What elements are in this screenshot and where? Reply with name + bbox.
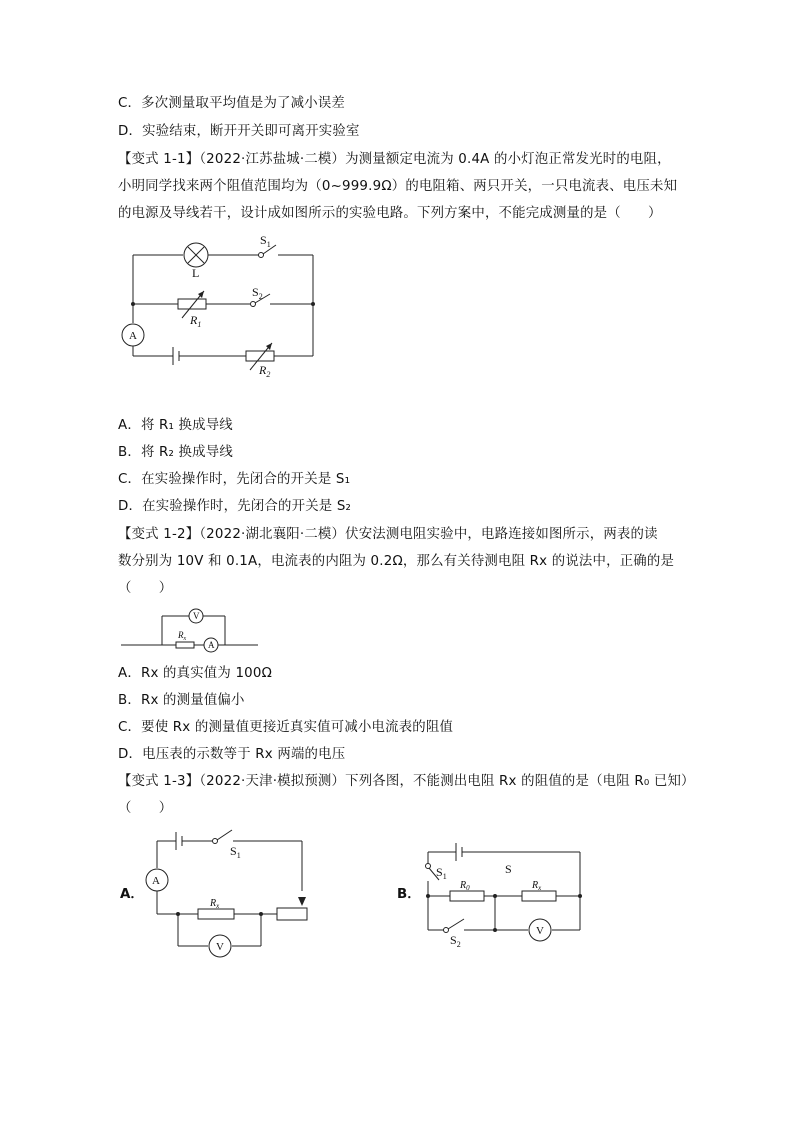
junction-dot	[493, 928, 497, 932]
label-voltmeter: V	[193, 611, 200, 621]
q12-stem-line3: （ ）	[118, 581, 173, 596]
label-s1: $S_1$	[436, 865, 447, 881]
label-s2: $S_2$	[450, 933, 461, 949]
q12-option-d: D．电压表的示数等于 Rx 两端的电压	[118, 747, 346, 762]
q11-circuit-diagram	[118, 228, 328, 378]
resistor-rx-icon	[198, 909, 234, 919]
junction-dot	[131, 302, 135, 306]
q13-stem-line2: （ ）	[118, 801, 173, 816]
q13-fig-a-circuit	[140, 825, 320, 965]
junction-dot	[493, 894, 497, 898]
switch-s1-contact	[426, 864, 431, 869]
resistor-r0-icon	[450, 891, 484, 901]
label-rx: $R_x$	[210, 898, 220, 910]
label-s1: $S_1$	[260, 233, 271, 249]
label-s2: $S_2$	[252, 285, 263, 301]
label-r1: $R_1$	[190, 313, 202, 329]
q11-stem-line1: 【变式 1-1】（2022·江苏盐城·二模）为测量额定电流为 0.4A 的小灯泡正常发光时的电阻，	[118, 152, 671, 167]
resistance-box-r1-icon	[178, 299, 206, 309]
switch-s1-icon	[217, 830, 232, 840]
switch-s2-contact	[251, 302, 256, 307]
resistance-box-r2-icon	[246, 351, 274, 361]
q13-fig-b-circuit	[420, 838, 590, 948]
junction-dot	[426, 894, 430, 898]
slider-arrow-icon	[298, 897, 306, 906]
resistor-rx-icon	[522, 891, 556, 901]
label-s1: $S_1$	[230, 844, 241, 860]
q11-option-c: C．在实验操作时，先闭合的开关是 S₁	[118, 472, 351, 487]
label-lamp: L	[192, 266, 200, 280]
label-voltmeter: V	[536, 925, 544, 937]
label-r0: $R_0$	[460, 880, 470, 892]
q11-option-a: A．将 R₁ 换成导线	[118, 418, 233, 433]
q12-option-b: B．Rx 的测量值偏小	[118, 693, 245, 708]
q12-circuit-diagram	[118, 602, 263, 657]
label-voltmeter: V	[216, 941, 224, 953]
junction-dot	[578, 894, 582, 898]
label-r2: $R_2$	[259, 363, 271, 379]
q13-fig-b-label: B．	[397, 887, 421, 902]
q12-option-a: A．Rx 的真实值为 100Ω	[118, 666, 273, 681]
q11-stem-line3: 的电源及导线若干，设计成如图所示的实验电路。下列方案中，不能完成测量的是（ ）	[118, 206, 662, 221]
label-s: S	[505, 862, 512, 876]
switch-s1-contact	[259, 253, 264, 258]
label-ammeter: A	[208, 640, 215, 650]
prev-option-c: C．多次测量取平均值是为了减小误差	[118, 96, 345, 111]
switch-s2-icon	[448, 919, 464, 929]
resistor-rx-icon	[176, 642, 194, 648]
rheostat-icon	[277, 908, 307, 920]
label-rx: $R_x$	[178, 630, 187, 642]
q12-stem-line2: 数分别为 10V 和 0.1A，电流表的内阻为 0.2Ω，那么有关待测电阻 Rx 的说法中，正确的是	[118, 554, 675, 569]
label-ammeter: A	[152, 875, 160, 887]
prev-option-d: D．实验结束，断开开关即可离开实验室	[118, 124, 360, 139]
q12-option-c: C．要使 Rx 的测量值更接近真实值可减小电流表的阻值	[118, 720, 454, 735]
switch-s1-contact	[213, 839, 218, 844]
junction-dot	[311, 302, 315, 306]
label-rx: $R_x$	[532, 880, 542, 892]
q13-stem-line1: 【变式 1-3】（2022·天津·模拟预测）下列各图，不能测出电阻 Rx 的阻值的是（电阻 R₀ 已知）	[118, 774, 695, 789]
switch-s2-contact	[444, 928, 449, 933]
q13-fig-a-label: A．	[120, 887, 144, 902]
label-ammeter: A	[129, 330, 137, 342]
junction-dot	[259, 912, 263, 916]
junction-dot	[176, 912, 180, 916]
q12-stem-line1: 【变式 1-2】（2022·湖北襄阳·二模）伏安法测电阻实验中，电路连接如图所示，两表的读	[118, 527, 658, 542]
q11-option-b: B．将 R₂ 换成导线	[118, 445, 233, 460]
q11-option-d: D．在实验操作时，先闭合的开关是 S₂	[118, 499, 352, 514]
q11-stem-line2: 小明同学找来两个阻值范围均为（0~999.9Ω）的电阻箱、两只开关，一只电流表、电压未知	[118, 179, 678, 194]
